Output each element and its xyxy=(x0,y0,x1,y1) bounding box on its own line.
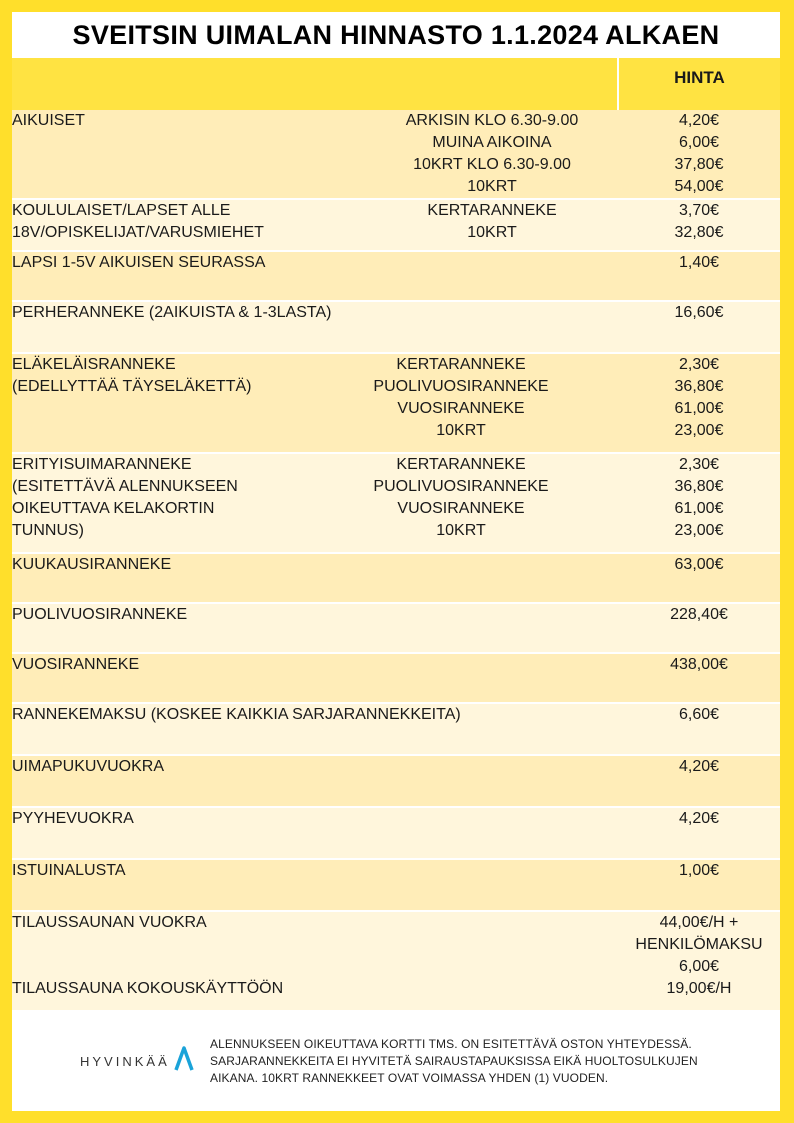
row-options xyxy=(304,353,618,453)
description-line: TILAUSSAUNA KOKOUSKÄYTTÖÖN xyxy=(12,980,284,997)
row-price xyxy=(618,553,780,603)
description-line: KOULULAISET/LAPSET ALLE xyxy=(12,202,231,219)
row-options xyxy=(304,453,618,553)
price-line: 2,30€ xyxy=(678,356,720,373)
price-line: 1,40€ xyxy=(678,254,720,271)
description-line: RANNEKEMAKSU (KOSKEE KAIKKIA SARJARANNEKKEITA) xyxy=(12,706,461,723)
price-line: 16,60€ xyxy=(674,304,724,321)
description-line: ELÄKELÄISRANNEKE xyxy=(12,356,176,373)
table-header-row xyxy=(12,58,780,110)
description-line: ISTUINALUSTA xyxy=(12,862,126,879)
hyvinkaa-logo xyxy=(80,1046,194,1077)
price-row xyxy=(12,653,780,703)
description-line: (ESITETTÄVÄ ALENNUKSEEN xyxy=(12,478,238,495)
price-line: 228,40€ xyxy=(670,606,728,623)
option-line: KERTARANNEKE xyxy=(396,456,526,473)
price-line: 1,00€ xyxy=(678,862,720,879)
row-description xyxy=(12,301,618,353)
description-line: TILAUSSAUNAN VUOKRA xyxy=(12,914,207,931)
price-line: 438,00€ xyxy=(670,656,728,673)
price-line: 61,00€ xyxy=(674,400,724,417)
price-line: 44,00€/H + xyxy=(659,914,739,931)
logo-mark-icon xyxy=(174,1046,194,1077)
price-line: 36,80€ xyxy=(674,378,724,395)
option-line: 10KRT xyxy=(436,522,486,539)
row-price xyxy=(618,199,780,251)
price-line: 32,80€ xyxy=(674,224,724,241)
price-table xyxy=(12,58,780,1012)
option-line: 10KRT xyxy=(467,224,517,241)
header-blank-cell xyxy=(12,58,618,110)
price-line: 19,00€/H xyxy=(666,980,732,997)
price-line: 6,00€ xyxy=(678,958,720,975)
price-row xyxy=(12,110,780,199)
option-line: 10KRT xyxy=(436,422,486,439)
price-line: 6,00€ xyxy=(678,134,720,151)
option-line: 10KRT xyxy=(467,178,517,195)
option-line: ARKISIN KLO 6.30-9.00 xyxy=(405,112,579,129)
price-line: 37,80€ xyxy=(674,156,724,173)
option-line: VUOSIRANNEKE xyxy=(397,500,525,517)
price-row xyxy=(12,199,780,251)
row-description xyxy=(12,110,304,199)
description-line: VUOSIRANNEKE xyxy=(12,656,140,673)
description-line: KUUKAUSIRANNEKE xyxy=(12,556,172,573)
row-options xyxy=(304,199,618,251)
option-line: KERTARANNEKE xyxy=(396,356,526,373)
row-price xyxy=(618,807,780,859)
price-row xyxy=(12,251,780,301)
row-description xyxy=(12,859,618,911)
row-description xyxy=(12,911,618,1011)
price-line: 4,20€ xyxy=(678,758,720,775)
row-description xyxy=(12,353,304,453)
description-line: OIKEUTTAVA KELAKORTIN xyxy=(12,500,215,517)
price-line: 63,00€ xyxy=(674,556,724,573)
row-description xyxy=(12,199,304,251)
logo-wordmark: HYVINKÄÄ xyxy=(80,1054,170,1069)
row-description xyxy=(12,703,618,755)
price-line: 4,20€ xyxy=(678,810,720,827)
description-line: TUNNUS) xyxy=(12,522,84,539)
price-line: HENKILÖMAKSU xyxy=(635,936,763,953)
option-line: MUINA AIKOINA xyxy=(432,134,552,151)
option-line: PUOLIVUOSIRANNEKE xyxy=(373,478,549,495)
description-line: (EDELLYTTÄÄ TÄYSELÄKETTÄ) xyxy=(12,378,252,395)
option-line: KERTARANNEKE xyxy=(427,202,557,219)
description-line: UIMAPUKUVUOKRA xyxy=(12,758,165,775)
row-price xyxy=(618,251,780,301)
price-row xyxy=(12,301,780,353)
footer-note-line: ALENNUKSEEN OIKEUTTAVA KORTTI TMS. ON ESITETTÄVÄ OSTON YHTEYDESSÄ. xyxy=(210,1037,692,1051)
price-line: 36,80€ xyxy=(674,478,724,495)
description-line: 18V/OPISKELIJAT/VARUSMIEHET xyxy=(12,224,264,241)
description-line: PYYHEVUOKRA xyxy=(12,810,134,827)
row-price xyxy=(618,755,780,807)
row-description xyxy=(12,603,618,653)
page-title: SVEITSIN UIMALAN HINNASTO 1.1.2024 ALKAEN xyxy=(72,19,720,50)
description-line: AIKUISET xyxy=(12,112,85,129)
price-row xyxy=(12,603,780,653)
row-description xyxy=(12,755,618,807)
option-line: 10KRT KLO 6.30-9.00 xyxy=(413,156,571,173)
footer-note xyxy=(210,1036,770,1087)
price-row xyxy=(12,859,780,911)
row-price xyxy=(618,110,780,199)
row-price xyxy=(618,911,780,1011)
row-options xyxy=(304,110,618,199)
row-price xyxy=(618,703,780,755)
price-line: 23,00€ xyxy=(674,422,724,439)
row-price xyxy=(618,653,780,703)
price-line: 6,60€ xyxy=(678,706,720,723)
price-row xyxy=(12,353,780,453)
description-line: ERITYISUIMARANNEKE xyxy=(12,456,192,473)
description-line xyxy=(12,934,618,956)
row-price xyxy=(618,859,780,911)
price-line: 23,00€ xyxy=(674,522,724,539)
price-column-header: HINTA xyxy=(618,58,780,110)
price-line: 4,20€ xyxy=(678,112,720,129)
description-line: PUOLIVUOSIRANNEKE xyxy=(12,606,188,623)
row-description xyxy=(12,453,304,553)
price-row xyxy=(12,755,780,807)
price-row xyxy=(12,553,780,603)
row-price xyxy=(618,301,780,353)
row-description xyxy=(12,807,618,859)
row-description xyxy=(12,653,618,703)
description-line: PERHERANNEKE (2AIKUISTA & 1-3LASTA) xyxy=(12,304,332,321)
description-line xyxy=(12,956,618,978)
row-price xyxy=(618,353,780,453)
price-row xyxy=(12,807,780,859)
description-line: LAPSI 1-5V AIKUISEN SEURASSA xyxy=(12,254,266,271)
price-row xyxy=(12,453,780,553)
row-price xyxy=(618,603,780,653)
option-line: VUOSIRANNEKE xyxy=(397,400,525,417)
price-line: 2,30€ xyxy=(678,456,720,473)
price-line: 61,00€ xyxy=(674,500,724,517)
price-list-sheet xyxy=(12,12,780,1111)
price-line: 54,00€ xyxy=(674,178,724,195)
footer-note-line: AIKANA. 10KRT RANNEKKEET OVAT VOIMASSA YHDEN (1) VUODEN. xyxy=(210,1071,609,1085)
option-line: PUOLIVUOSIRANNEKE xyxy=(373,378,549,395)
row-price xyxy=(618,453,780,553)
footer-note-line: SARJARANNEKKEITA EI HYVITETÄ SAIRAUSTAPAUKSISSA EIKÄ HUOLTOSULKUJEN xyxy=(210,1054,698,1068)
price-row xyxy=(12,703,780,755)
footer xyxy=(12,1022,780,1111)
price-line: 3,70€ xyxy=(678,202,720,219)
price-row xyxy=(12,911,780,1011)
row-description xyxy=(12,251,618,301)
row-description xyxy=(12,553,618,603)
